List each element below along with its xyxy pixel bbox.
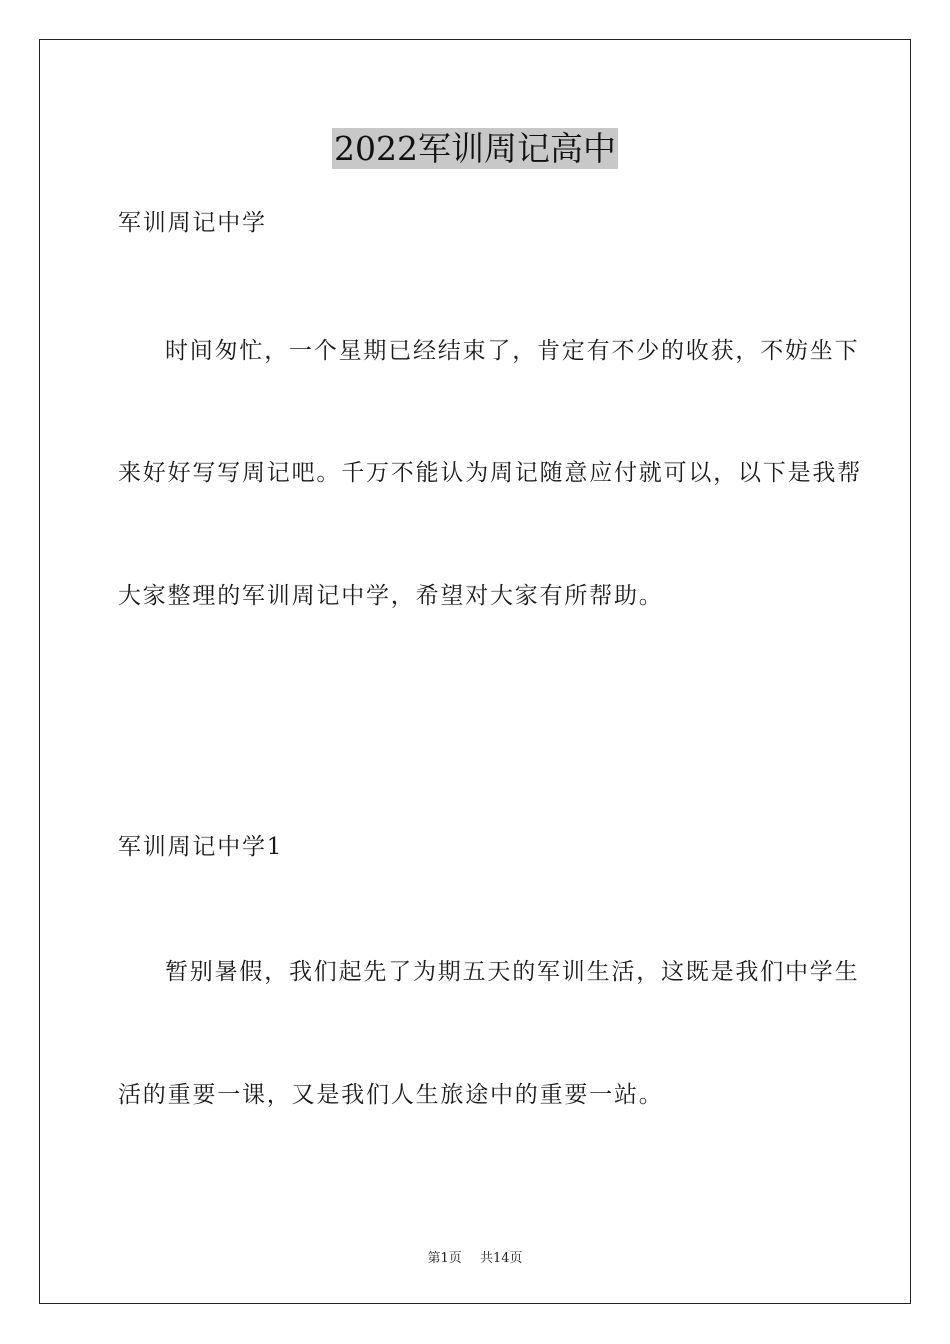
section-heading: 军训周记中学 — [118, 210, 267, 236]
page-footer — [0, 1247, 950, 1266]
document-title: 2022军训周记高中 — [334, 129, 616, 168]
paragraph-line: 时间匆忙，一个星期已经结束了，肯定有不少的收获，不妨坐下 — [165, 338, 860, 364]
paragraph-line: 来好好写写周记吧。千万不能认为周记随意应付就可以，以下是我帮 — [118, 460, 862, 486]
page-number: 第1页 — [427, 1251, 462, 1266]
title-container — [0, 128, 950, 169]
paragraph-line: 大家整理的军训周记中学，希望对大家有所帮助。 — [118, 583, 664, 609]
page-total: 共14页 — [479, 1251, 523, 1266]
paragraph-line: 活的重要一课，又是我们人生旅途中的重要一站。 — [118, 1082, 664, 1108]
section-heading: 军训周记中学1 — [118, 834, 284, 860]
paragraph-line: 暂别暑假，我们起先了为期五天的军训生活，这既是我们中学生 — [165, 959, 860, 985]
